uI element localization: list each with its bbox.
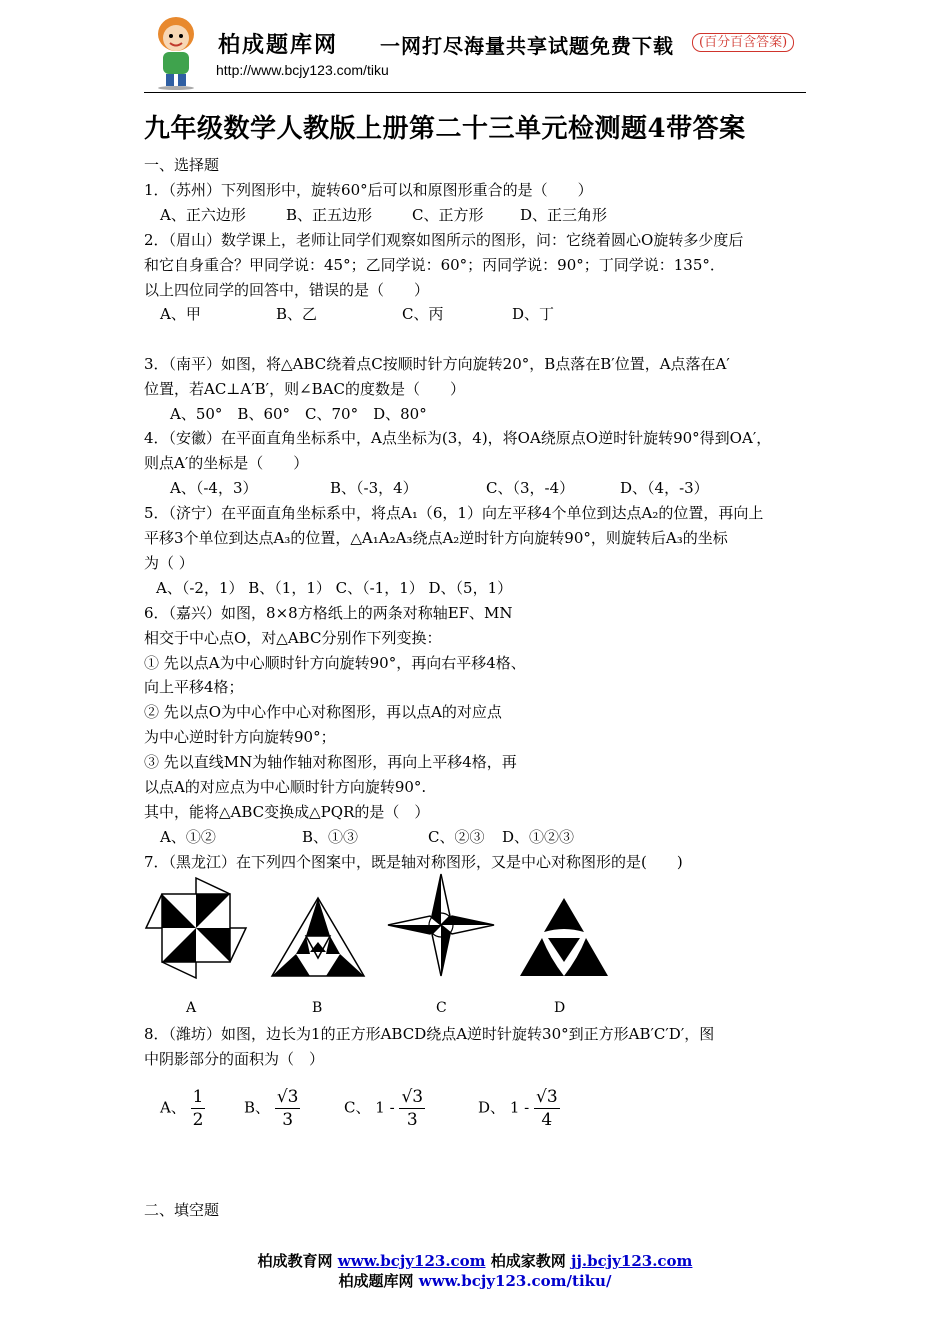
q6-line: 以点A的对应点为中心顺时针方向旋转90°. bbox=[144, 778, 427, 796]
figure-label-b: B bbox=[312, 1000, 323, 1016]
denominator: 3 bbox=[406, 1110, 418, 1130]
q3-line: 位置，若AC⊥A′B′，则∠BAC的度数是（ ） bbox=[144, 380, 465, 398]
q6-line: ② 先以点O为中心作中心对称图形，再以点A的对应点 bbox=[144, 703, 502, 721]
option-letter: B、 bbox=[244, 1098, 271, 1117]
q2-line: 以上四位同学的回答中，错误的是（ ） bbox=[144, 281, 430, 299]
q4-option-b: B、（-3，4） bbox=[330, 479, 418, 497]
q6-option-b: B、①③ bbox=[302, 828, 359, 846]
q6-line: ① 先以点A为中心顺时针方向旋转90°，再向右平移4格、 bbox=[144, 654, 526, 672]
mascot-logo bbox=[146, 12, 206, 90]
q2-option-c: C、丙 bbox=[402, 305, 444, 323]
figure-label-a: A bbox=[186, 1000, 197, 1016]
numerator: 1 bbox=[192, 1087, 204, 1107]
q8-line: 8．（潍坊）如图，边长为1的正方形ABCD绕点A逆时针旋转30°到正方形AB′C′D′，图 bbox=[144, 1025, 715, 1043]
q6-line: 向上平移4格； bbox=[144, 678, 244, 696]
site-slogan: 一网打尽海量共享试题免费下载 bbox=[380, 34, 674, 58]
figure-d-triforce bbox=[518, 896, 610, 978]
q8-option-a bbox=[160, 1086, 205, 1131]
figure-b-triangle bbox=[270, 896, 366, 978]
denominator: 3 bbox=[282, 1110, 294, 1130]
option-letter: C、 bbox=[344, 1098, 371, 1117]
footer-label: 柏成家教网 bbox=[490, 1252, 566, 1270]
fraction bbox=[534, 1086, 560, 1131]
fraction bbox=[399, 1086, 425, 1131]
figure-a-pinwheel bbox=[144, 876, 248, 980]
q5-line: 为（ ） bbox=[144, 554, 194, 572]
q6-line: 为中心逆时针方向旋转90°； bbox=[144, 728, 336, 746]
site-title: 柏成题库网 bbox=[218, 32, 339, 58]
q6-option-a: A、①② bbox=[160, 828, 216, 846]
numerator: √3 bbox=[276, 1087, 299, 1107]
denominator: 2 bbox=[192, 1110, 204, 1130]
q4-option-a: A、（-4，3） bbox=[170, 479, 258, 497]
option-prefix: 1 - bbox=[375, 1098, 395, 1117]
q3-line: 3．（南平）如图，将△ABC绕着点C按顺时针方向旋转20°，B点落在B′位置，A点落在A′ bbox=[144, 355, 730, 373]
fraction bbox=[191, 1086, 206, 1131]
q7-stem: 7．（黑龙江）在下列四个图案中，既是轴对称图形，又是中心对称图形的是( ) bbox=[144, 853, 683, 871]
q1-option-a: A、正六边形 bbox=[160, 206, 246, 224]
q2-line: 和它自身重合？甲同学说：45°；乙同学说：60°；丙同学说：90°；丁同学说：135°． bbox=[144, 256, 725, 274]
numerator: √3 bbox=[401, 1087, 424, 1107]
q1-option-d: D、正三角形 bbox=[520, 206, 608, 224]
footer-label: 柏成教育网 bbox=[257, 1252, 333, 1270]
q1-option-c: C、正方形 bbox=[412, 206, 484, 224]
q4-option-d: D、（4，-3） bbox=[620, 479, 709, 497]
q1-stem: 1．（苏州）下列图形中，旋转60°后可以和原图形重合的是（ ） bbox=[144, 181, 593, 199]
q8-option-b bbox=[244, 1086, 300, 1131]
q2-line: 2．（眉山）数学课上，老师让同学们观察如图所示的图形，问：它绕着圆心O旋转多少度后 bbox=[144, 231, 744, 249]
q5-options: A、（-2，1） B、（1，1） C、（-1，1） D、（5，1） bbox=[156, 579, 513, 597]
q6-line: 其中，能将△ABC变换成△PQR的是（ ） bbox=[144, 803, 430, 821]
q3-options: A、50° B、60° C、70° D、80° bbox=[170, 405, 427, 423]
q2-option-d: D、丁 bbox=[512, 305, 555, 323]
footer-link[interactable]: jj.bcjy123.com bbox=[571, 1252, 693, 1270]
q6-option-c: C、②③ bbox=[428, 828, 485, 846]
figure-label-c: C bbox=[436, 1000, 447, 1016]
q5-line: 5．（济宁）在平面直角坐标系中，将点A₁（6，1）向左平移4个单位到达点A₂的位置，再向上 bbox=[144, 504, 764, 522]
q6-line: 相交于中心点O，对△ABC分别作下列变换： bbox=[144, 629, 442, 647]
option-prefix: 1 - bbox=[509, 1098, 530, 1117]
q2-option-b: B、乙 bbox=[276, 305, 318, 323]
answer-badge: (百分百含答案) bbox=[692, 33, 794, 52]
document-title: 九年级数学人教版上册第二十三单元检测题4带答案 bbox=[144, 114, 746, 144]
option-letter: D、 bbox=[478, 1098, 506, 1117]
section-heading: 一、选择题 bbox=[144, 156, 220, 174]
fraction bbox=[275, 1086, 301, 1131]
q2-option-a: A、甲 bbox=[160, 305, 201, 323]
q6-line: 6．（嘉兴）如图，8×8方格纸上的两条对称轴EF、MN bbox=[144, 604, 513, 622]
footer-link[interactable]: www.bcjy123.com/tiku/ bbox=[418, 1272, 612, 1290]
q1-option-b: B、正五边形 bbox=[286, 206, 373, 224]
q8-option-c bbox=[344, 1086, 425, 1131]
figure-c-compass-star bbox=[386, 872, 496, 978]
q5-line: 平移3个单位到达点A₃的位置，△A₁A₂A₃绕点A₂逆时针方向旋转90°，则旋转后A₃的坐标 bbox=[144, 529, 728, 547]
denominator: 4 bbox=[541, 1110, 553, 1130]
footer-line-1 bbox=[0, 1250, 950, 1271]
section-heading: 二、填空题 bbox=[144, 1201, 220, 1219]
q4-option-c: C、（3，-4） bbox=[486, 479, 575, 497]
figure-label-d: D bbox=[554, 1000, 566, 1016]
option-letter: A、 bbox=[160, 1098, 186, 1117]
numerator: √3 bbox=[535, 1087, 558, 1107]
q8-line: 中阴影部分的面积为（ ） bbox=[144, 1050, 325, 1068]
footer-line-2 bbox=[0, 1270, 950, 1291]
site-url[interactable]: http://www.bcjy123.com/tiku bbox=[216, 62, 389, 78]
q6-line: ③ 先以直线MN为轴作轴对称图形，再向上平移4格，再 bbox=[144, 753, 517, 771]
q6-option-d: D、①②③ bbox=[502, 828, 575, 846]
footer-label: 柏成题库网 bbox=[338, 1272, 414, 1290]
q4-line: 则点A′的坐标是（ ） bbox=[144, 454, 309, 472]
q8-option-d bbox=[478, 1086, 560, 1131]
q4-line: 4．（安徽）在平面直角坐标系中，A点坐标为(3，4)，将OA绕原点O逆时针旋转90°得到OA′， bbox=[144, 429, 772, 447]
footer-link[interactable]: www.bcjy123.com bbox=[337, 1252, 486, 1270]
header-divider bbox=[144, 92, 806, 93]
